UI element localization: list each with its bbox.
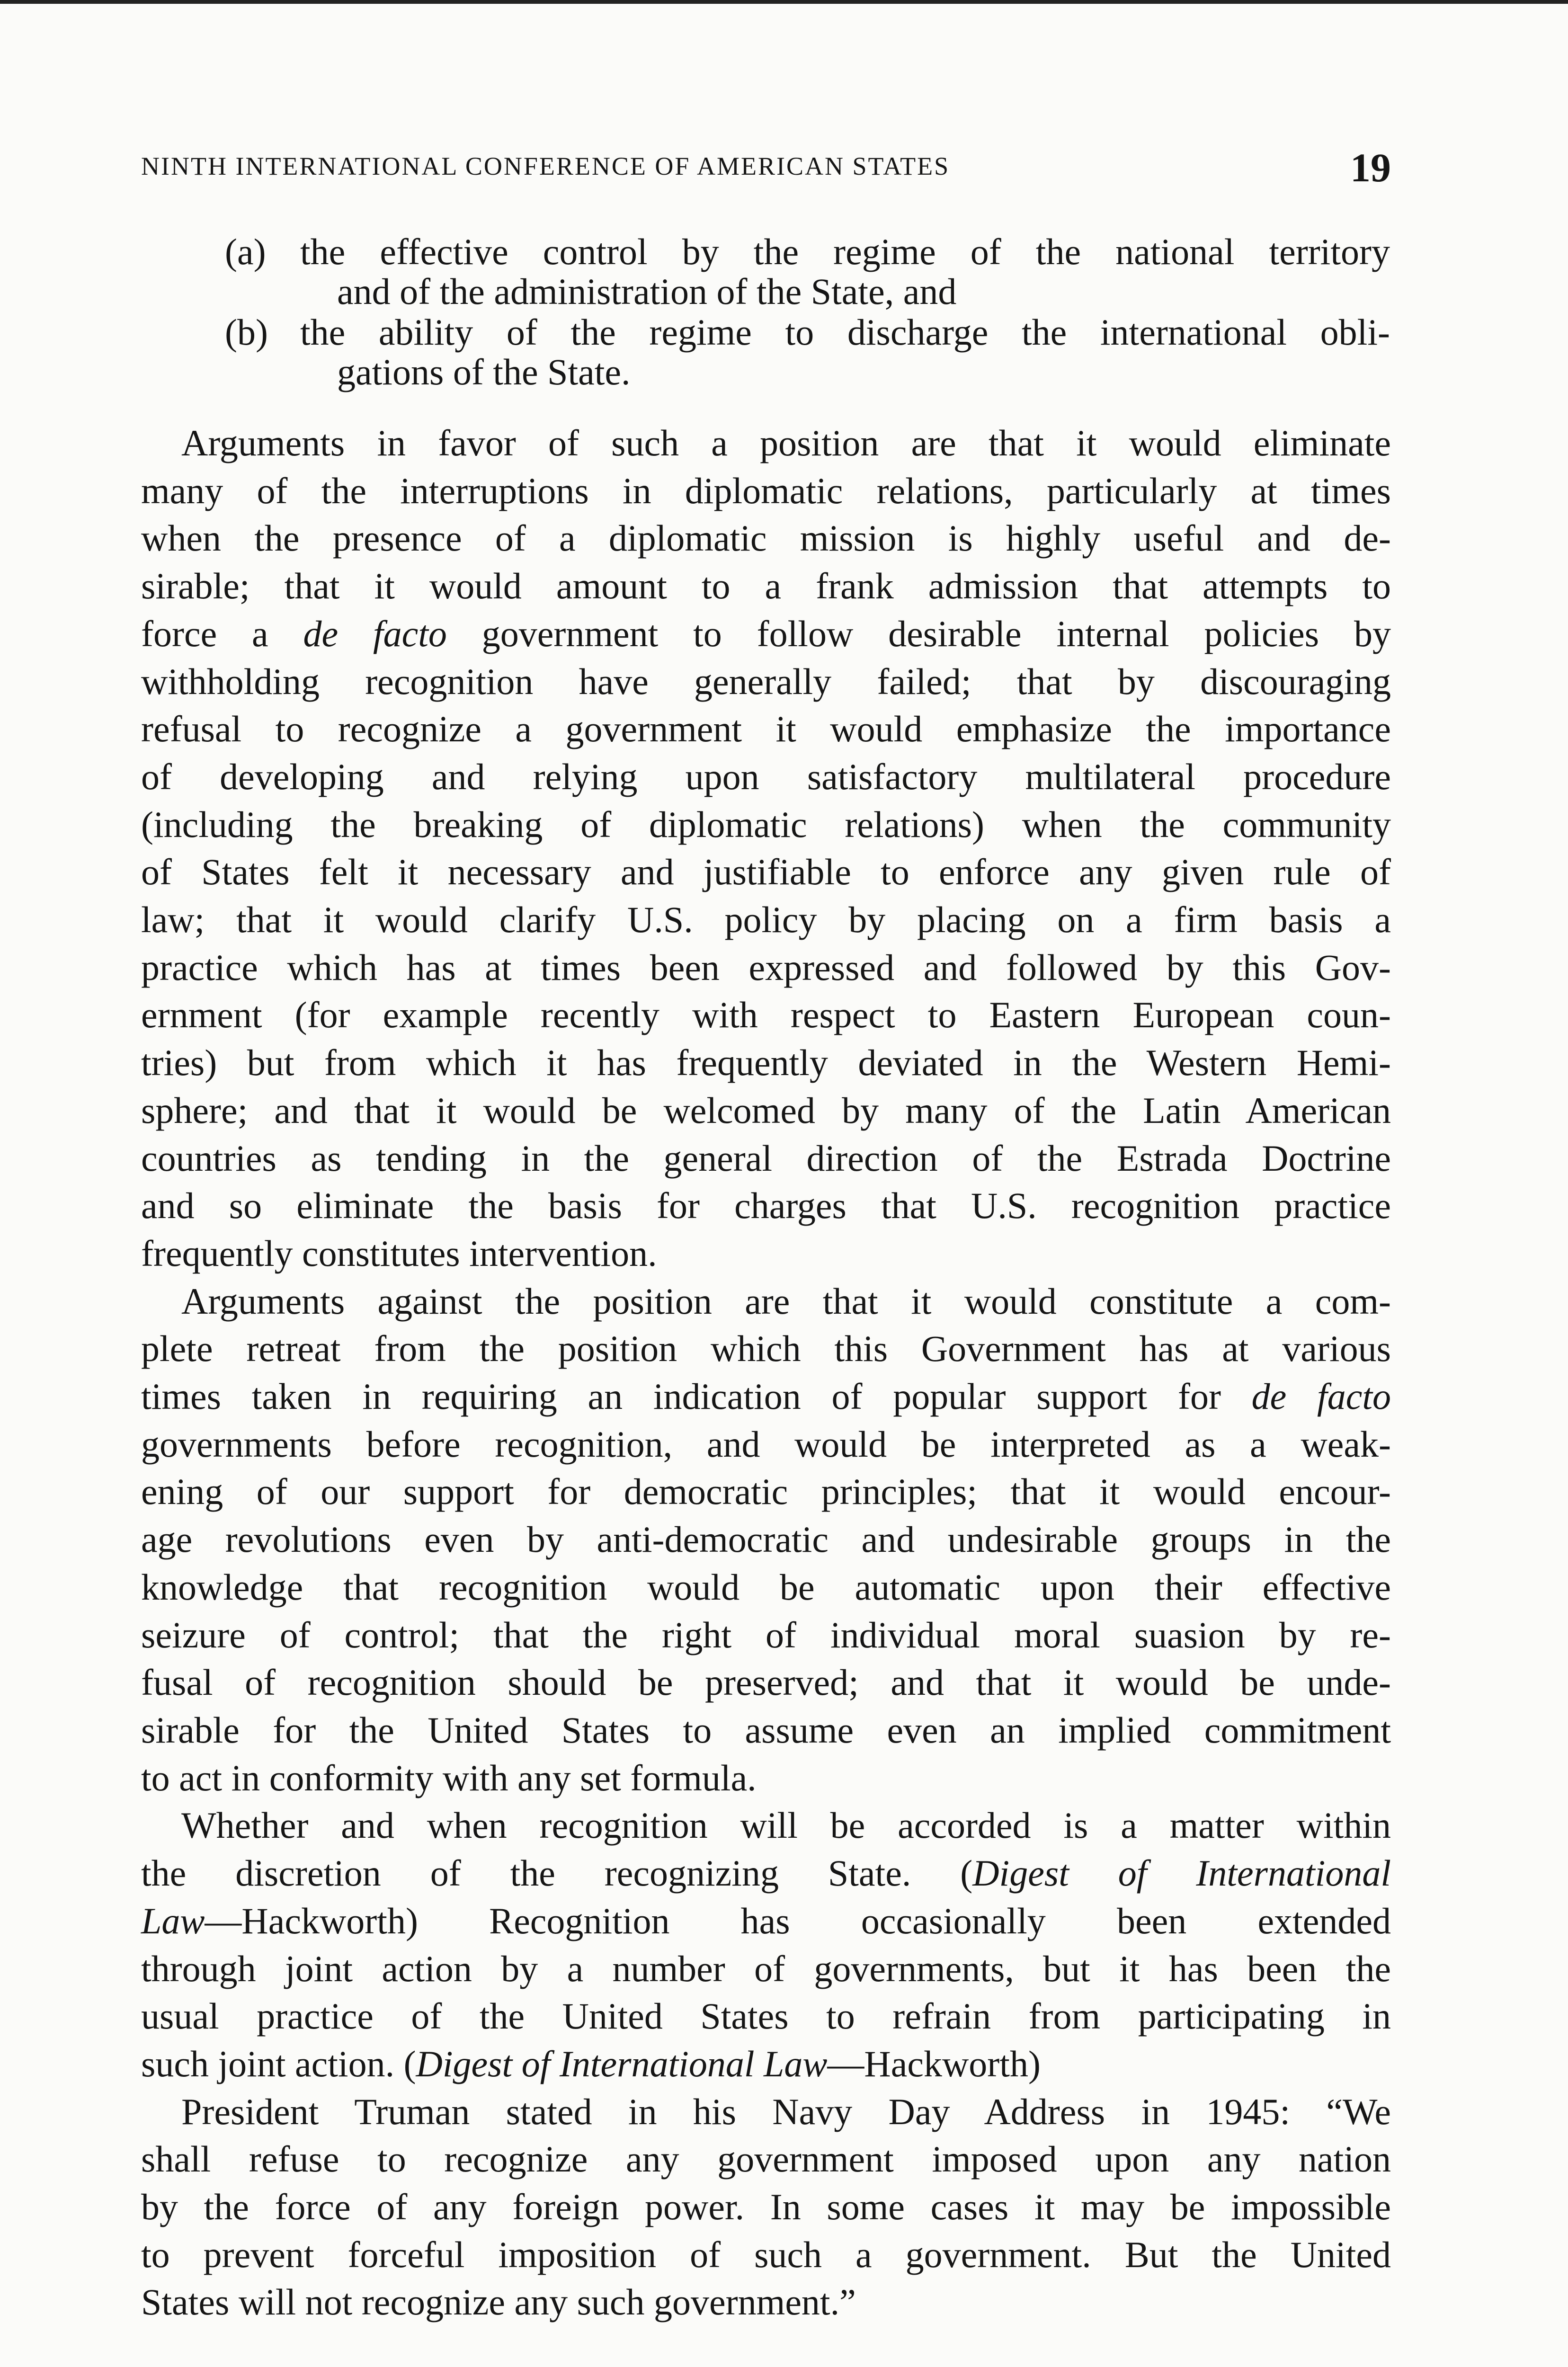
paragraph-line — [141, 562, 1391, 610]
text-segment: countries as tending in the general direction of the Estrada Doctrine — [141, 1137, 1391, 1179]
paragraph-line — [141, 515, 1391, 562]
text-segment: Arguments in favor of such a position are that it would eliminate — [181, 422, 1391, 463]
text-segment: knowledge that recognition would be automatic upon their effective — [141, 1566, 1391, 1608]
text-segment: fusal of recognition should be preserved; and that it would be unde- — [141, 1662, 1391, 1703]
criterion-text: and of the administration of the State, and — [337, 271, 957, 312]
text-segment: and so eliminate the basis for charges that U.S. recognition practice — [141, 1185, 1391, 1227]
text-segment: of developing and relying upon satisfactory multilateral procedure — [141, 756, 1391, 797]
text-segment: to prevent forceful imposition of such a government. But the United — [141, 2234, 1391, 2275]
paragraph-line — [141, 1087, 1391, 1135]
text-segment: tries) but from which it has frequently deviated in the Western Hemi- — [141, 1042, 1391, 1084]
paragraph-line — [141, 705, 1391, 753]
italic-citation-text: Digest of International — [972, 1852, 1391, 1894]
paragraph-line — [141, 1754, 1391, 1802]
text-segment: sirable; that it would amount to a frank admission that attempts to — [141, 565, 1391, 607]
text-segment: (including the breaking of diplomatic relations) when the community — [141, 803, 1391, 845]
criterion-label: (b) — [225, 311, 268, 353]
paragraph-line — [141, 1230, 1391, 1278]
text-segment: through joint action by a number of governments, but it has been the — [141, 1948, 1391, 1989]
paragraph-line — [141, 1039, 1391, 1087]
text-segment: governments before recognition, and would be interpreted as a weak- — [141, 1423, 1391, 1465]
text-segment: seizure of control; that the right of individual moral suasion by re- — [141, 1614, 1391, 1655]
text-segment: to act in conformity with any set formula. — [141, 1757, 757, 1798]
paragraph-line — [141, 2231, 1391, 2279]
paragraph-line — [141, 1182, 1391, 1230]
criterion-text: gations of the State. — [337, 351, 631, 392]
text-segment: many of the interruptions in diplomatic relations, particularly at times — [141, 470, 1391, 511]
text-segment: the discretion of the recognizing State. ( — [141, 1852, 973, 1894]
text-segment: President Truman stated in his Navy Day Address in 1945: “We — [181, 2091, 1391, 2132]
paragraph-line — [141, 1421, 1391, 1468]
paragraph-line — [141, 753, 1391, 801]
text-segment: government to follow desirable internal policies by — [446, 613, 1391, 654]
text-segment: —Hackworth) Recognition has occasionally been extended — [205, 1900, 1391, 1941]
paragraph-line — [141, 1373, 1391, 1421]
paragraph-line — [141, 944, 1391, 992]
text-segment: —Hackworth) — [827, 2043, 1041, 2084]
text-segment: withholding recognition have generally failed; that by discouraging — [141, 660, 1391, 702]
paragraph-line — [141, 2136, 1391, 2183]
paragraph-line — [141, 1564, 1391, 1611]
text-segment: shall refuse to recognize any government imposed upon any nation — [141, 2138, 1391, 2180]
text-segment: force a — [141, 613, 303, 654]
paragraph-line — [141, 2183, 1391, 2231]
paragraph-line — [141, 801, 1391, 849]
paragraph-line — [141, 2278, 1391, 2326]
text-segment: such joint action. ( — [141, 2043, 416, 2084]
text-segment: usual practice of the United States to refrain from participating in — [141, 1995, 1391, 2037]
paragraph-line — [141, 1993, 1391, 2040]
text-segment: law; that it would clarify U.S. policy by placing on a firm basis a — [141, 899, 1391, 941]
text-segment: Whether and when recognition will be accorded is a matter within — [181, 1805, 1391, 1846]
paragraph-line — [141, 848, 1391, 896]
paragraph-line — [141, 1325, 1391, 1373]
text-segment: times taken in requiring an indication of popular support for — [141, 1376, 1252, 1417]
text-segment: refusal to recognize a government it would emphasize the importance — [141, 708, 1391, 750]
paragraph-line — [141, 1945, 1391, 1993]
paragraph-line — [141, 1516, 1391, 1564]
paragraph-line — [141, 1611, 1391, 1659]
paragraph-line — [141, 1897, 1391, 1945]
text-segment: of States felt it necessary and justifiable to enforce any given rule of — [141, 851, 1391, 893]
text-segment: plete retreat from the position which this Government has at various — [141, 1328, 1391, 1370]
paragraph-line — [141, 658, 1391, 706]
paragraph-line — [141, 467, 1391, 515]
text-segment: frequently constitutes intervention. — [141, 1232, 657, 1274]
text-segment: when the presence of a diplomatic mission is highly useful and de- — [141, 517, 1391, 559]
criterion-text: the effective control by the regime of the national territory — [300, 231, 1390, 272]
paragraph-line — [141, 1278, 1391, 1326]
running-title: NINTH INTERNATIONAL CONFERENCE OF AMERICAN STATES — [141, 152, 950, 180]
italic-citation-text: Digest of International Law — [416, 2043, 828, 2084]
text-segment: States will not recognize any such government.” — [141, 2281, 856, 2323]
text-segment: sphere; and that it would be welcomed by many of the Latin American — [141, 1089, 1391, 1131]
text-segment: sirable for the United States to assume even an implied commitment — [141, 1709, 1391, 1751]
paragraph-line — [141, 1707, 1391, 1754]
paragraph-line — [141, 896, 1391, 944]
paragraph-line — [141, 991, 1391, 1039]
criterion-label: (a) — [225, 231, 266, 272]
text-segment: by the force of any foreign power. In some cases it may be impossible — [141, 2186, 1391, 2228]
text-segment: ernment (for example recently with respect to Eastern European coun- — [141, 994, 1391, 1036]
body-text — [141, 0, 1391, 2326]
page-number: 19 — [1350, 145, 1391, 190]
text-segment: practice which has at times been expressed and followed by this Gov- — [141, 946, 1391, 988]
text-segment: age revolutions even by anti-democratic and undesirable groups in the — [141, 1519, 1391, 1560]
paragraph-line — [141, 2088, 1391, 2136]
italic-citation-text: de facto — [303, 613, 447, 654]
paragraph-line — [141, 2040, 1391, 2088]
paragraph-line — [141, 1850, 1391, 1897]
text-segment: ening of our support for democratic principles; that it would encour- — [141, 1471, 1391, 1513]
paragraph-line — [141, 610, 1391, 658]
text-segment: Arguments against the position are that it would constitute a com- — [181, 1280, 1391, 1322]
paragraph-line — [141, 1659, 1391, 1707]
paragraph-line — [141, 419, 1391, 467]
criterion-text: the ability of the regime to discharge the international obli- — [300, 311, 1390, 353]
paragraph-line — [141, 1468, 1391, 1516]
italic-citation-text: Law — [141, 1900, 205, 1941]
italic-citation-text: de facto — [1251, 1376, 1391, 1417]
paragraph-line — [141, 1135, 1391, 1183]
paragraph-line — [141, 1802, 1391, 1850]
